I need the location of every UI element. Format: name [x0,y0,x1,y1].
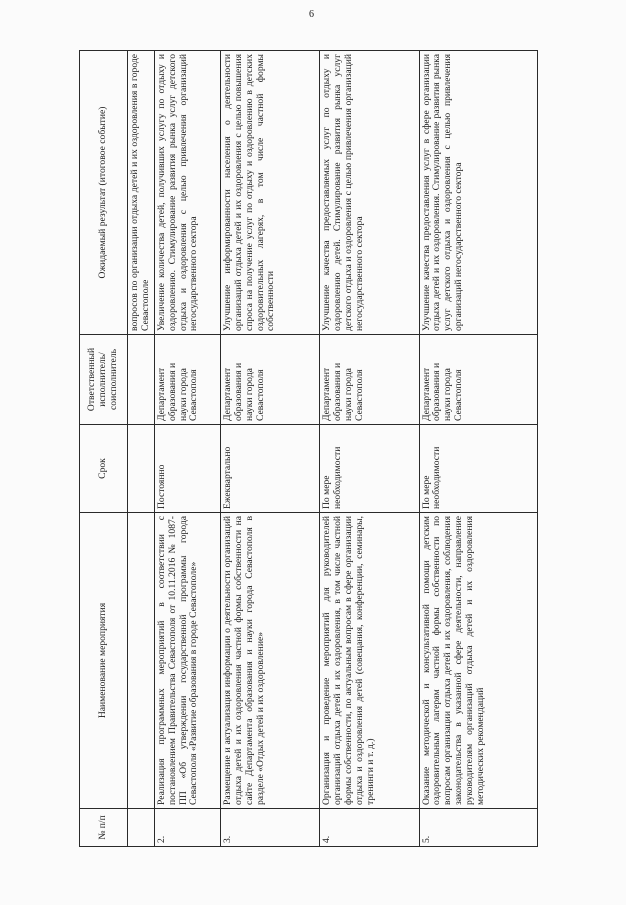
table-row-continuation [128,51,155,847]
header-name: Наименование мероприятия [80,513,128,809]
cell-term: По мере необходимости [320,425,419,513]
cell-result: Увеличение количества детей, получивших услугу по отдыху и оздоровлению. Стимулирование развития рынка услуг детского отдыха и оздоровления с целью привлечения организаций негосударственного сектора [154,51,220,335]
cell-result: Улучшение информированности населения о деятельности организаций отдыха детей и их оздоровления с целью повышения спроса на получение услуг по отдыху и оздоровлению в детских оздоровительных лагерях, в том числе частной формы собственности [221,51,320,335]
cell-responsible: Департамент образования и науки города Севастополя [221,335,320,425]
cell-empty [128,513,155,809]
cell-empty [128,335,155,425]
page-number: 6 [309,9,314,20]
table-row [320,51,419,847]
header-result: Ожидаемый результат (итоговое событие) [80,51,128,335]
cell-num: 2. [154,809,220,847]
cell-name: Размещение и актуализация информации о деятельности организаций отдыха детей и их оздоровления частной формы собственности на сайте Департамента образования и науки города Севастополя в разделе «Отдых детей и их оздоровление» [221,513,320,809]
measures-table [79,50,538,847]
header-num: № п/п [80,809,128,847]
table-row [154,51,220,847]
table-row [221,51,320,847]
cell-empty [128,425,155,513]
cell-name: Реализация программных мероприятий в соответствии с постановлением Правительства Севастополя от 10.11.2016 № 1087-ПП «Об утверждении государственной программы города Севастополя «Развитие образования в городе Севастополе» [154,513,220,809]
rotated-table-wrapper [79,51,538,847]
cell-responsible: Департамент образования и науки города Севастополя [154,335,220,425]
cell-responsible: Департамент образования и науки города Севастополя [320,335,419,425]
cell-term: Ежеквартально [221,425,320,513]
header-responsible: Ответственный исполнитель/ соисполнитель [80,335,128,425]
cell-result-continuation: вопросов по организации отдыха детей и их оздоровления в городе Севастополе [128,51,155,335]
cell-name: Организация и проведение мероприятий для руководителей организаций отдыха детей и их оздоровления, в том числе частной формы собственности, по актуальным вопросам в сфере организации отдыха и оздоровления детей (совещания, конференции, семинары, тренинги и т. д.) [320,513,419,809]
table-row [419,51,537,847]
cell-num: 3. [221,809,320,847]
cell-name: Оказание методической и консультативной помощи детским оздоровительным лагерям частной формы собственности по вопросам организации отдыха детей и их оздоровления, соблюдения законодательства в указанной сфере деятельности, направление руководителям организаций отдыха детей и их оздоровления методических рекомендаций [419,513,537,809]
cell-result: Улучшение качества предоставления услуг в сфере организации отдыха детей и их оздоровления. Стимулирование развития рынка услуг детского отдыха и оздоровления с целью привлечения организаций негосударственного сектора [419,51,537,335]
cell-term: Постоянно [154,425,220,513]
cell-num: 4. [320,809,419,847]
cell-responsible: Департамент образования и науки города Севастополя [419,335,537,425]
header-term: Срок [80,425,128,513]
table-header-row [80,51,128,847]
cell-term: По мере необходимости [419,425,537,513]
cell-result: Улучшение качества предоставляемых услуг по отдыху и оздоровлению детей. Стимулирование развития рынка услуг детского отдыха и оздоровления с целью привлечения организаций негосударственного сектора [320,51,419,335]
cell-num: 5. [419,809,537,847]
cell-empty [128,809,155,847]
